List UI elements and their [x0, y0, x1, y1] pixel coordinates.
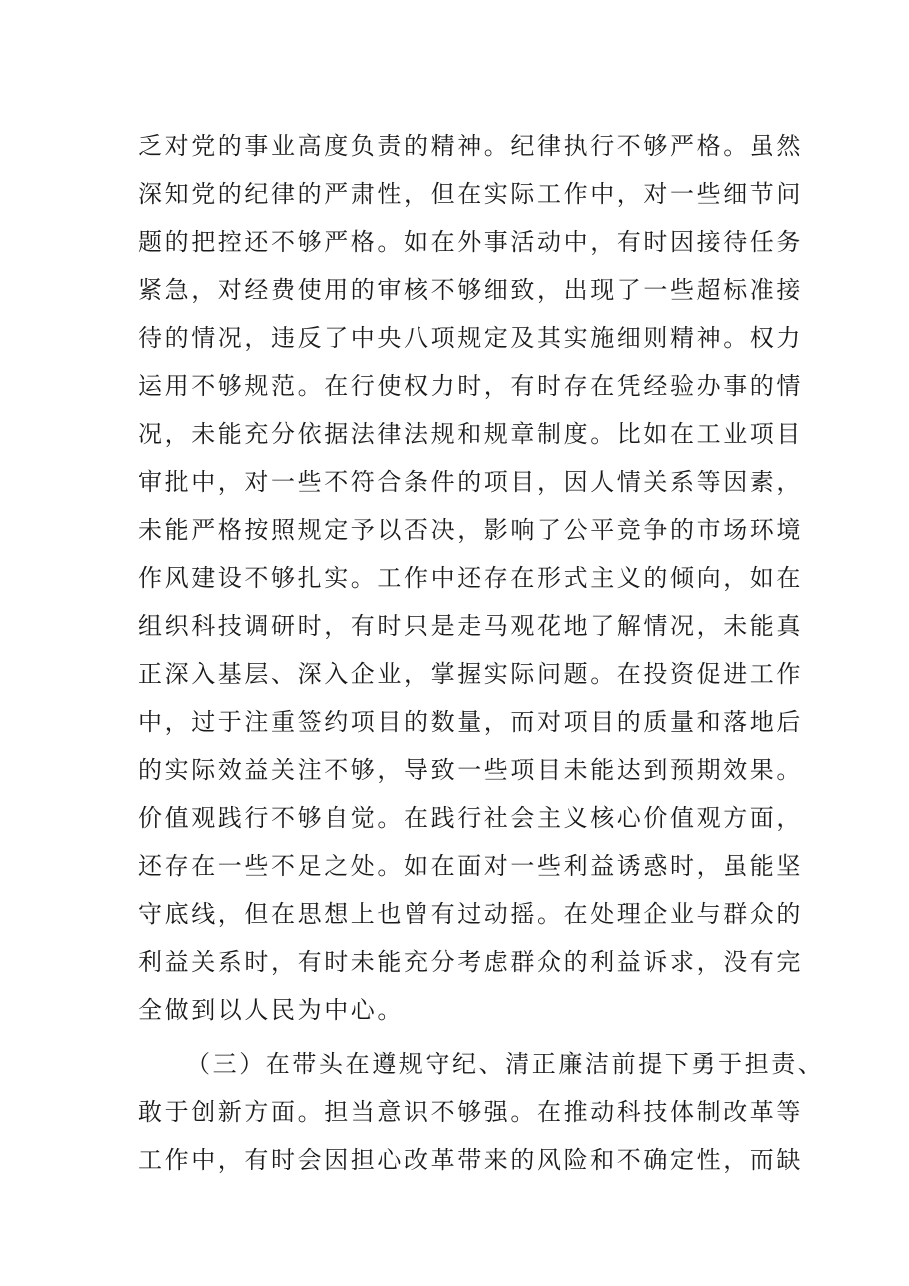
text-line: 价值观践行不够自觉。在践行社会主义核心价值观方面，: [138, 804, 803, 832]
text-line: 守底线，但在思想上也曾有过动摇。在处理企业与群众的: [138, 900, 803, 928]
text-line: 利益关系时，有时未能充分考虑群众的利益诉求，没有完: [138, 948, 803, 976]
section-heading-line: （三）在带头在遵规守纪、清正廉洁前提下勇于担责、: [186, 1050, 825, 1078]
text-line: 审批中，对一些不符合条件的项目，因人情关系等因素，: [138, 468, 803, 496]
text-line: 运用不够规范。在行使权力时，有时存在凭经验办事的情: [138, 372, 803, 400]
text-line: 工作中，有时会因担心改革带来的风险和不确定性，而缺: [138, 1146, 803, 1174]
text-line: 题的把控还不够严格。如在外事活动中，有时因接待任务: [138, 228, 803, 256]
text-line: 况，未能充分依据法律法规和规章制度。比如在工业项目: [138, 420, 803, 448]
text-line: 中，过于注重签约项目的数量，而对项目的质量和落地后: [138, 708, 803, 736]
text-line: 紧急，对经费使用的审核不够细致，出现了一些超标准接: [138, 276, 803, 304]
text-line: 正深入基层、深入企业，掌握实际问题。在投资促进工作: [138, 660, 803, 688]
document-body: [138, 122, 825, 1184]
text-line: 的实际效益关注不够，导致一些项目未能达到预期效果。: [138, 756, 803, 784]
text-line: 全做到以人民为中心。: [138, 996, 404, 1024]
text-line: 未能严格按照规定予以否决，影响了公平竞争的市场环境: [138, 516, 803, 544]
text-line: 作风建设不够扎实。工作中还存在形式主义的倾向，如在: [138, 564, 803, 592]
text-line: 组织科技调研时，有时只是走马观花地了解情况，未能真: [138, 612, 803, 640]
text-line: 敢于创新方面。担当意识不够强。在推动科技体制改革等: [138, 1098, 803, 1126]
text-line: 乏对党的事业高度负责的精神。纪律执行不够严格。虽然: [138, 132, 803, 160]
text-line: 待的情况，违反了中央八项规定及其实施细则精神。权力: [138, 324, 803, 352]
text-line: 还存在一些不足之处。如在面对一些利益诱惑时，虽能坚: [138, 852, 803, 880]
text-line: 深知党的纪律的严肃性，但在实际工作中，对一些细节问: [138, 180, 803, 208]
